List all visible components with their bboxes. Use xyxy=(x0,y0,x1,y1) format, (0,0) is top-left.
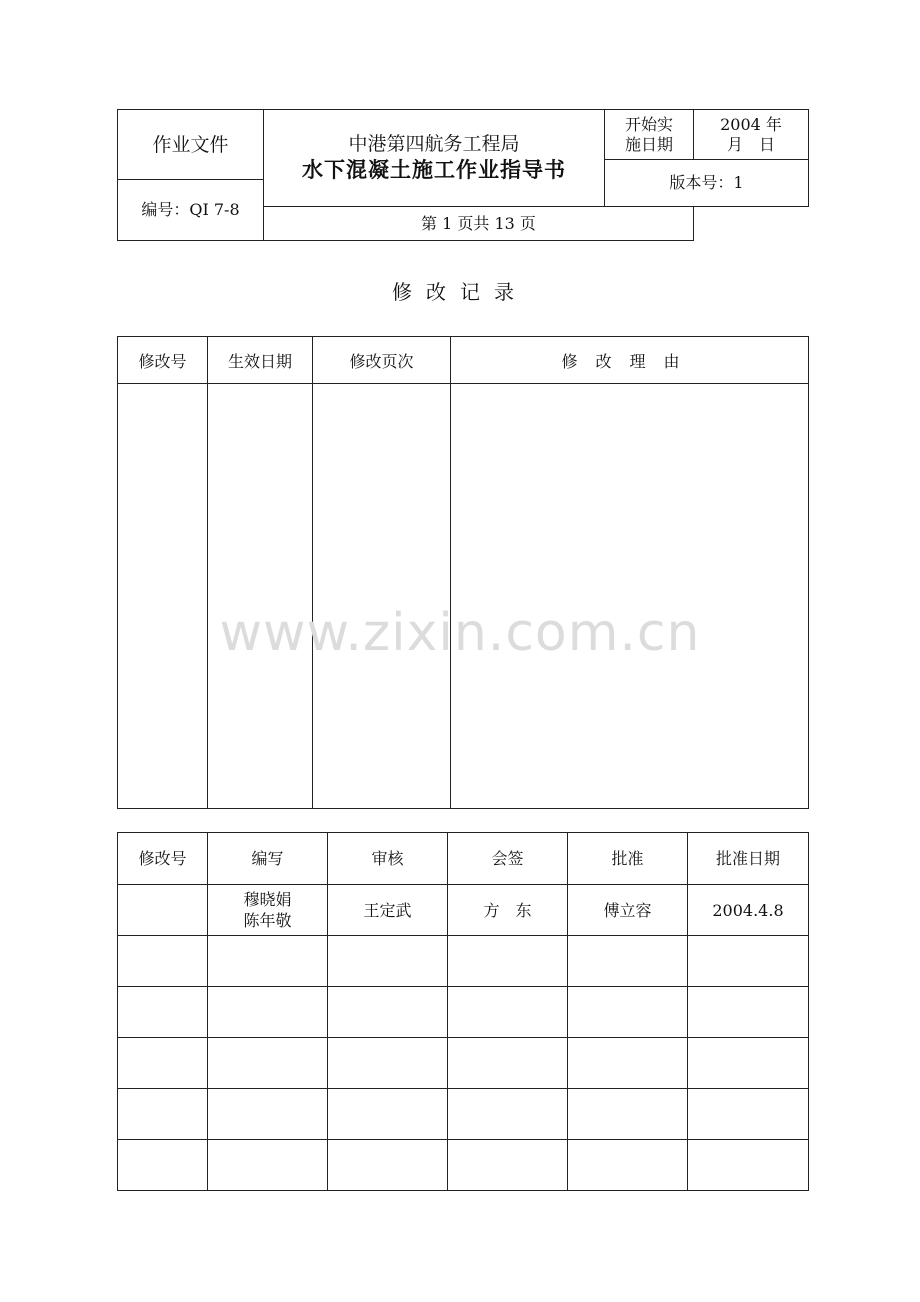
rev-no-cell xyxy=(118,885,208,936)
table-cell xyxy=(208,384,313,809)
table-cell xyxy=(448,1038,568,1089)
header-revised-pages: 修改页次 xyxy=(313,337,451,384)
start-date-value xyxy=(694,110,809,160)
table-cell xyxy=(118,936,208,987)
header-effective-date: 生效日期 xyxy=(208,337,313,384)
start-date-label xyxy=(605,110,694,160)
header-rev-no: 修改号 xyxy=(118,833,208,885)
table-cell xyxy=(688,987,809,1038)
doc-type: 作业文件 xyxy=(118,110,264,180)
header-rev-no: 修改号 xyxy=(118,337,208,384)
table-cell xyxy=(118,384,208,809)
org-name: 中港第四航务工程局 xyxy=(348,133,520,155)
section-title: 修改记录 xyxy=(392,280,528,304)
table-row xyxy=(118,1140,809,1191)
header-revision-reason: 修改理由 xyxy=(451,337,809,384)
approval-table xyxy=(117,832,809,1191)
table-cell xyxy=(208,1038,328,1089)
table-row xyxy=(118,1038,809,1089)
version: 版本号：1 xyxy=(605,160,809,207)
table-cell xyxy=(328,936,448,987)
reviewer-cell: 王定武 xyxy=(328,885,448,936)
table-cell xyxy=(688,1089,809,1140)
table-cell xyxy=(208,1089,328,1140)
approve-date-cell: 2004.4.8 xyxy=(688,885,809,936)
author-cell xyxy=(208,885,328,936)
table-row xyxy=(118,885,809,936)
start-date-label-line1: 开始实 xyxy=(624,114,673,134)
table-cell xyxy=(208,936,328,987)
table-cell xyxy=(568,936,688,987)
table-cell xyxy=(568,987,688,1038)
table-cell xyxy=(118,987,208,1038)
author-2: 陈年敬 xyxy=(243,911,292,930)
table-cell xyxy=(568,1038,688,1089)
table-cell xyxy=(328,1140,448,1191)
table-cell xyxy=(118,1140,208,1191)
table-cell xyxy=(451,384,809,809)
table-cell xyxy=(208,1140,328,1191)
page-info: 第 1 页共 13 页 xyxy=(264,207,694,241)
table-row xyxy=(118,936,809,987)
table-cell xyxy=(313,384,451,809)
doc-title: 水下混凝土施工作业指导书 xyxy=(302,158,566,182)
table-cell xyxy=(328,1089,448,1140)
doc-number: 编号：QI 7-8 xyxy=(118,180,264,241)
header-author: 编写 xyxy=(208,833,328,885)
table-cell xyxy=(688,936,809,987)
table-cell xyxy=(448,936,568,987)
table-cell xyxy=(328,1038,448,1089)
header-cosign: 会签 xyxy=(448,833,568,885)
start-date-value-line1: 2004 年 xyxy=(720,114,782,134)
header-approver: 批准 xyxy=(568,833,688,885)
approver-cell: 傅立容 xyxy=(568,885,688,936)
table-cell xyxy=(328,987,448,1038)
table-cell xyxy=(208,987,328,1038)
start-date-label-line2: 施日期 xyxy=(624,134,673,154)
header-approve-date: 批准日期 xyxy=(688,833,809,885)
table-cell xyxy=(448,987,568,1038)
table-cell xyxy=(118,1089,208,1140)
table-row xyxy=(118,987,809,1038)
table-cell xyxy=(118,1038,208,1089)
table-cell xyxy=(688,1038,809,1089)
document-header xyxy=(117,109,809,241)
table-cell xyxy=(568,1089,688,1140)
table-row xyxy=(118,1089,809,1140)
watermark: www.zixin.com.cn xyxy=(219,603,701,663)
start-date-value-line2: 月 日 xyxy=(726,134,775,154)
cosign-cell: 方 东 xyxy=(448,885,568,936)
table-cell xyxy=(688,1140,809,1191)
table-cell xyxy=(568,1140,688,1191)
table-cell xyxy=(448,1089,568,1140)
author-1: 穆晓娟 xyxy=(243,890,292,909)
table-cell xyxy=(448,1140,568,1191)
title-cell xyxy=(264,110,605,207)
revision-table xyxy=(117,336,809,809)
header-reviewer: 审核 xyxy=(328,833,448,885)
